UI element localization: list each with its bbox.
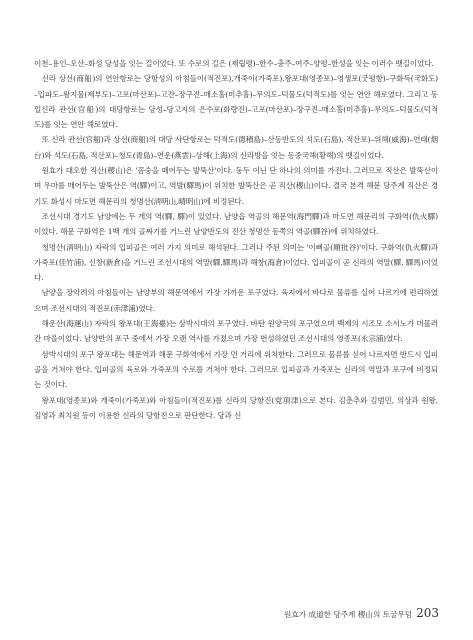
- paragraph: 신라 상선(商船)의 연안항로는 당항성의 아침들이(적진포),개죽이(가죽포),왕포대(영종포)–영생포(굿평항)–구화득(국화도)–입파도–왕지물(제부도)–고포(마산포)–고잔–장구진–매소홀(미추홀)–무의도–덕물도(덕적도)를 잇는 연안 해로였다. 그리고 동일신라 관선(官船)의 대당항로는 당성–당고지의 은수포(화량진)–고포(마산포)–장구진–매소홀(미추홀)–무의도–덕물도(덕적도)를 잇는 연안 해로였다.: [34, 74, 438, 130]
- paragraph: 원효가 대오한 직산(稷山)은 '꼼숭을 떼어두는 발뚝산'이다. 둥두 이닌 단 하나의 의미를 가진다. 그러므로 직산은 발뚝산이며 우마를 매어두는 발뚝산은 역(驛)이고, 역발(驛馬)이 위치한 발뚝산은 곧 직산(稷山)이다. 결국 본격 해문 당주계 직산은 경기도 화성시 마도면 해문리의 청명산(淸明山,晴明山)에 비정된다.: [34, 166, 438, 206]
- paragraph: 삼박시대의 포구 왕포대는 해문역과 해문 구화역에서 가장 먼 거리에 위치한다. 그러므로 물류를 싣어 나르자면 반드시 입피골을 거쳐야 한다. 입피골의 육로와 가죽포의 수로를 거쳐야 한다. 그러므로 입피골과 가죽포는 신라의 역말과 포구에 비정되는 것이다.: [34, 349, 438, 390]
- paragraph: 해운산(海運山) 자락의 왕포대(王海臺)는 삼박시대의 포구였다. 바탄 원양국의 포구였으며 백제의 시조모 소서노가 머물러 간 마을이었다. 남양반의 포구 중에서 가장 오랜 역사를 가졌으며 가장 번성하였던 조선시대의 영종포(永宗浦)였다.: [34, 319, 438, 344]
- paragraph: 또 신라 관선(官船)과 상선(商船)의 대당 사단항로는 덕적도(德積島)–산동반도의 석도(石島), 적산포)–위해(威海)–연태(烟台)와 석도(石島, 적산포)–청도(青島)–연운(燕雲)–상해(上海)의 신라방을 잇는 동중국해(황해)의 뱃길이었다.: [34, 135, 438, 160]
- page-number: 203: [416, 606, 439, 620]
- paragraph: 남양을 장악려의 아침들이는 남양부의 해문역에서 가장 가까운 포구였다. 육지에서 바다로 물류를 실어 나르기에 편리하였으며 조선시대의 적진포(赤津浦)였다.: [34, 288, 438, 313]
- paragraph: 이천–용인–오산–화성 당성을 잇는 길이었다. 또 수로의 길은 (제립령)–한수–충주–여주–양평–한성을 잇는 이러수 뱃길이었다.: [34, 59, 434, 68]
- page-footer: [284, 606, 439, 620]
- paragraph: 조선시대 경기도 남양에는 두 개의 역(驛, 驛)이 있었다. 남양읍 역골의 해문역(海門驛)과 마도면 해문리의 구화역(仇火驛)이었다. 해문 구화역은 1백 개의 골짜기를 거느린 남양반도의 진산 청명산 동쪽의 역골(驛谷)에 위치하였다.: [34, 211, 438, 237]
- paragraph: 왕포대(영종포)와 개죽이(가죽포)와 아침들이(적진포)를 신라의 당항진(党項津)으로 본다. 김춘추와 김범민, 의상과 원왕, 김영과 최치원 등이 이용한 신라의 당항진으로 판단한다. 당과 신: [34, 395, 438, 420]
- running-title: 원효가 成道한 당주계 稷山의 토굴무덤: [284, 610, 413, 619]
- body-text: [34, 56, 438, 423]
- paragraph: 청명산(淸明山) 자락의 입피골은 여러 가지 의미로 해석된다. 그러나 주된 의미는 '이뻐골(順批谷)'이다. 구화역(仇火驛)과 가죽포(佳竹浦), 신창(新倉)을 거느린 조선시대의 역말(驛,驛馬)과 해창(海倉)이었다. 입피골이 곧 신라의 역말(驛, 驛馬)이었다.: [34, 242, 438, 283]
